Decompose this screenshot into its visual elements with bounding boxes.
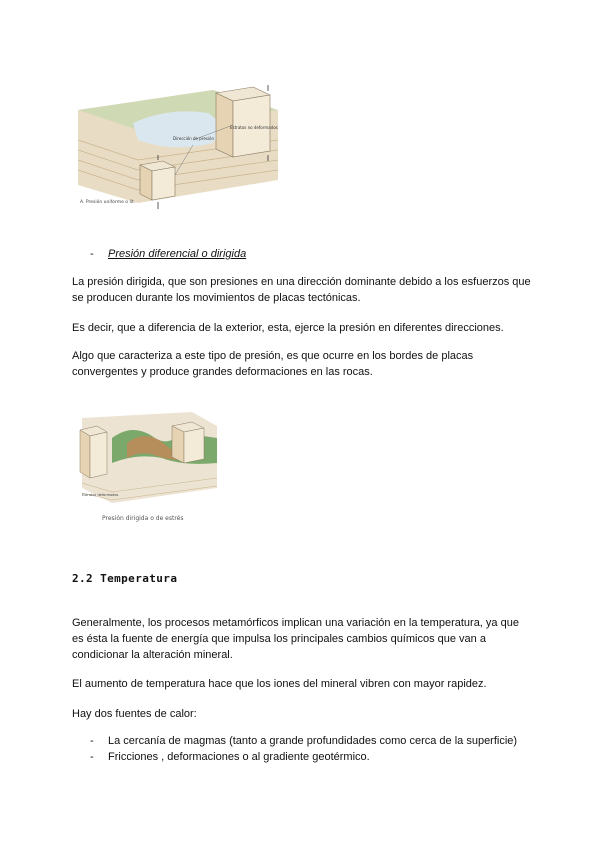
bullet-dash: - [90,248,94,260]
paragraph-characteristic: Algo que caracteriza a este tipo de presión, es que ocurre en los bordes de placas convergentes y produce grandes deformaciones en las rocas. [72,350,474,378]
paragraph-ion-vibration: El aumento de temperatura hace que los iones del mineral vibren con mayor rapidez. [72,678,487,690]
paragraph-difference: Es decir, que a diferencia de la exterior, esta, ejerce la presión en diferentes direcciones. [72,322,504,334]
section-title-temperature: 2.2 Temperatura [72,572,178,585]
figure1-label-mid: Dirección de presión [173,136,214,141]
bullet-directed-pressure: Presión diferencial o dirigida [108,248,247,260]
paragraph-temperature-intro: Generalmente, los procesos metamórficos implican una variación en la temperatura, ya que es ésta la fuente de energía que impulsa los principales cambios químicos que van a condicionar la alteración mineral. [72,617,519,661]
figure1-caption: A. Presión uniforme o lit. [80,200,136,205]
list-dash-1: - [90,735,94,747]
list-dash-2: - [90,751,94,763]
list-item-magmas: La cercanía de magmas (tanto a grande profundidades como cerca de la superficie) [108,735,518,747]
paragraph-directed-pressure: La presión dirigida, que son presiones en una dirección dominante debido a los esfuerzos que se producen durante los movimientos de placas tectónicas. [72,276,531,304]
figure2-caption: Presión dirigida o de estrés [102,515,184,522]
list-item-friction: Fricciones , deformaciones o al gradiente geotérmico. [108,751,370,763]
paragraph-heat-sources: Hay dos fuentes de calor: [72,708,197,720]
uniform-pressure-figure [78,85,278,215]
figure2-side-label: Estratos deformados [82,493,119,497]
directed-pressure-figure [72,408,222,526]
figure1-label-top: Estratos no deformados [230,125,278,130]
